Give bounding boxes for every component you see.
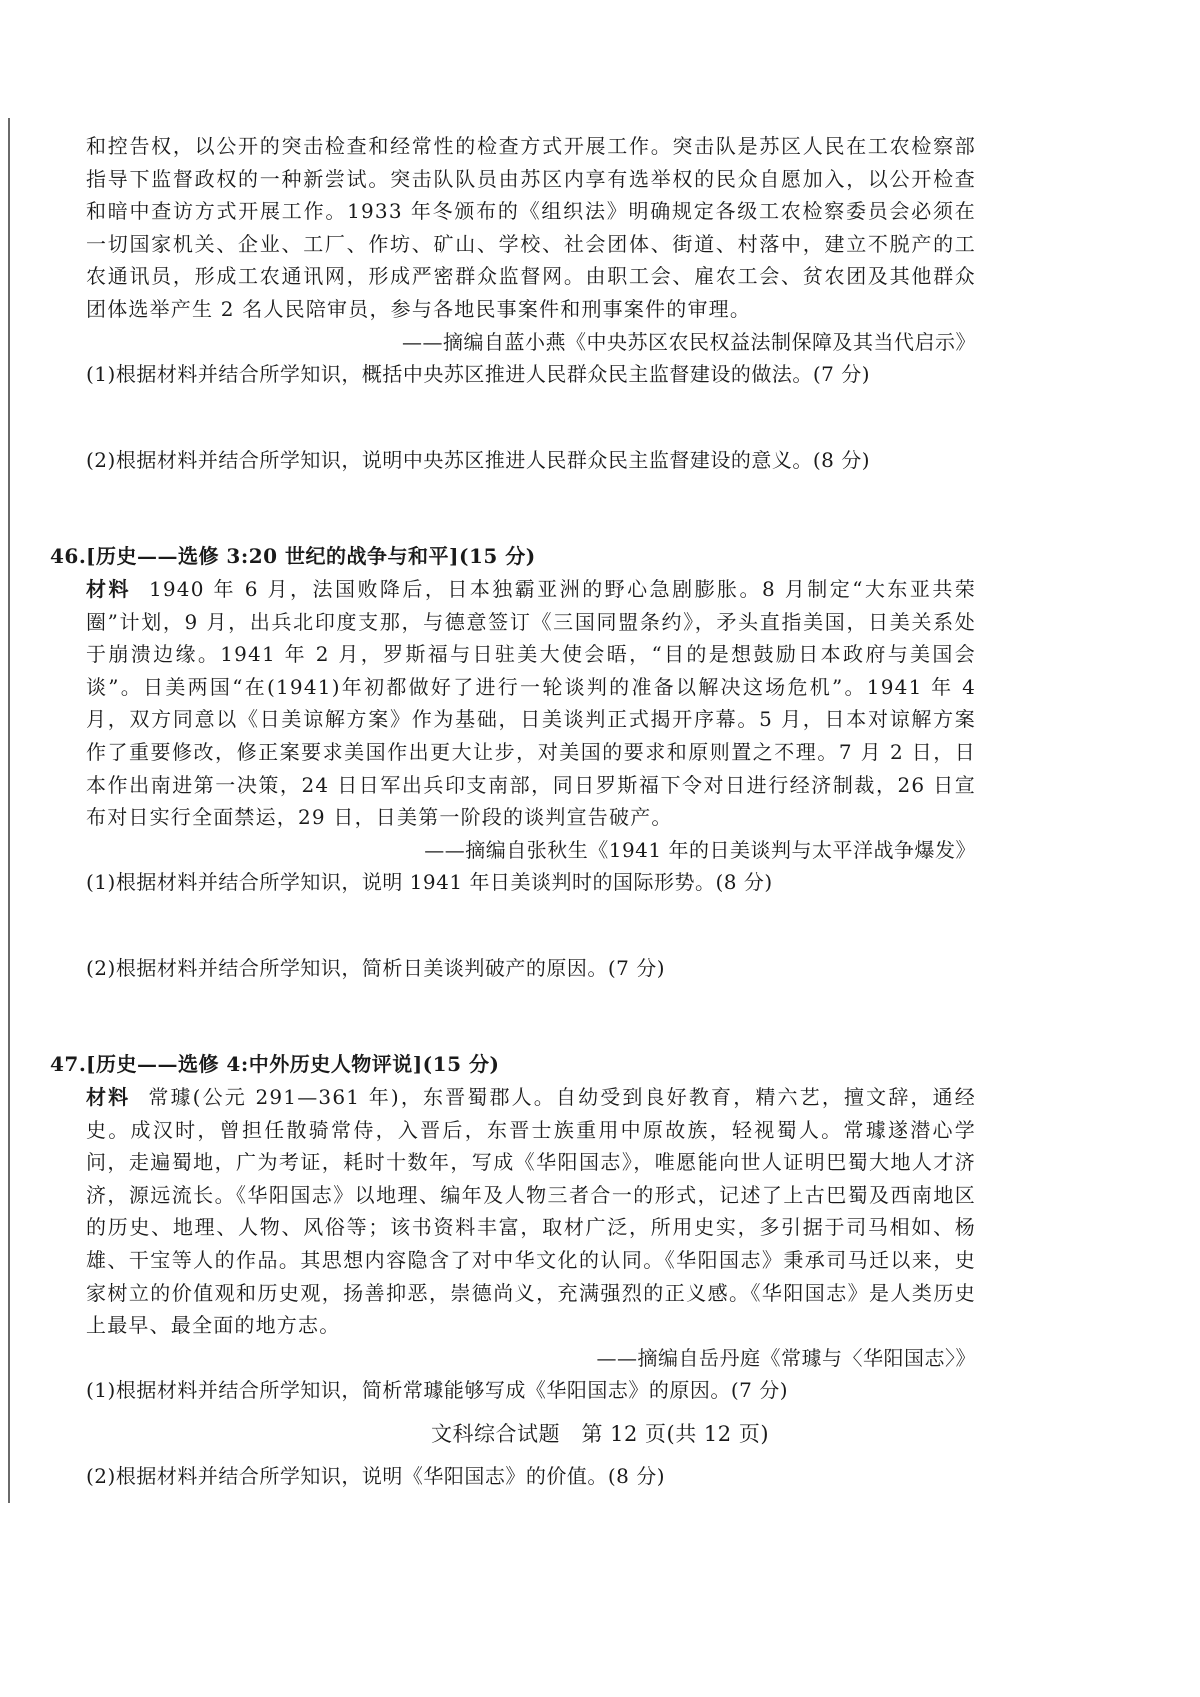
- question-46-material: [86, 573, 976, 834]
- question-46-material-label: 材料: [86, 576, 131, 601]
- question-47-source: ——摘编自岳丹庭《常璩与〈华阳国志〉》: [596, 1345, 976, 1370]
- question-47-sub-1: (1)根据材料并结合所学知识，简析常璩能够写成《华阳国志》的原因。(7 分): [86, 1378, 789, 1403]
- question-46-header: [50, 540, 976, 573]
- question-46-number: 46.: [50, 544, 87, 569]
- intro-material-paragraph: 和控告权，以公开的突击检查和经常性的检查方式开展工作。突击队是苏区人民在工农检察部指导下监督政权的一种新尝试。突击队队员由苏区内享有选举权的民众自愿加入，以公开检查和暗中查访方式开展工作。1933 年冬颁布的《组织法》明确规定各级工农检察委员会必须在一切国家机关、企业、工厂、作坊、矿山、学校、社会团体、街道、村落中，建立不脱产的工农通讯员，形成工农通讯网，形成严密群众监督网。由职工会、雇农工会、贫农团及其他群众团体选举产生 2 名人民陪审员，参与各地民事案件和刑事案件的审理。: [86, 134, 976, 321]
- intro-material-source: ——摘编自蓝小燕《中央苏区农民权益法制保障及其当代启示》: [402, 329, 976, 354]
- page-footer: 文科综合试题 第 12 页(共 12 页): [430, 1422, 770, 1446]
- question-47-material-text: 常璩(公元 291—361 年)，东晋蜀郡人。自幼受到良好教育，精六艺，擅文辞，通经史。成汉时，曾担任散骑常侍，入晋后，东晋士族重用中原故族，轻视蜀人。常璩遂潜心学问，走遍蜀地，广为考证，耗时十数年，写成《华阳国志》，唯愿能向世人证明巴蜀大地人才济济，源远流长。《华阳国志》以地理、编年及人物三者合一的形式，记述了上古巴蜀及西南地区的历史、地理、人物、风俗等；该书资料丰富，取材广泛，所用史实，多引据于司马相如、杨雄、干宝等人的作品。其思想内容隐含了对中华文化的认同。《华阳国志》秉承司马迁以来，史家树立的价值观和历史观，扬善抑恶，崇德尚义，充满强烈的正义感。《华阳国志》是人类历史上最早、最全面的地方志。: [86, 1085, 976, 1338]
- binding-margin-line: [8, 118, 10, 1503]
- question-47-sub-2: (2)根据材料并结合所学知识，说明《华阳国志》的价值。(8 分): [86, 1464, 666, 1488]
- exam-page-content: [50, 130, 976, 1493]
- question-47-header: [50, 1048, 976, 1081]
- question-46-material-text: 1940 年 6 月，法国败降后，日本独霸亚洲的野心急剧膨胀。8 月制定“大东亚共荣圈”计划，9 月，出兵北印度支那，与德意签订《三国同盟条约》，矛头直指美国，日美关系处于崩溃边缘。1941 年 2 月，罗斯福与日驻美大使会晤，“目的是想鼓励日本政府与美国会谈”。日美两国“在(1941)年初都做好了进行一轮谈判的准备以解决这场危机”。1941 年 4 月，双方同意以《日美谅解方案》作为基础，日美谈判正式揭开序幕。5 月，日本对谅解方案作了重要修改，修正案要求美国作出更大让步，对美国的要求和原则置之不理。7 月 2 日，日本作出南进第一决策，24 日日军出兵印支南部，同日罗斯福下令对日进行经济制裁，26 日宣布对日实行全面禁运，29 日，日美第一阶段的谈判宣告破产。: [86, 576, 976, 830]
- intro-question-2: (2)根据材料并结合所学知识，说明中央苏区推进人民群众民主监督建设的意义。(8 分): [86, 447, 871, 472]
- question-47-title: [历史——选修 4:中外历史人物评说](15 分): [86, 1052, 500, 1077]
- question-47-material: [86, 1081, 976, 1342]
- question-46-title: [历史——选修 3:20 世纪的战争与和平](15 分): [86, 544, 536, 569]
- question-47-material-label: 材料: [86, 1085, 131, 1110]
- question-47-number: 47.: [50, 1052, 87, 1077]
- question-46-sub-1: (1)根据材料并结合所学知识，说明 1941 年日美谈判时的国际形势。(8 分): [86, 870, 773, 895]
- question-46-source: ——摘编自张秋生《1941 年的日美谈判与太平洋战争爆发》: [424, 837, 976, 862]
- question-46-sub-2: (2)根据材料并结合所学知识，简析日美谈判破产的原因。(7 分): [86, 955, 666, 980]
- intro-question-1: (1)根据材料并结合所学知识，概括中央苏区推进人民群众民主监督建设的做法。(7 分): [86, 362, 871, 387]
